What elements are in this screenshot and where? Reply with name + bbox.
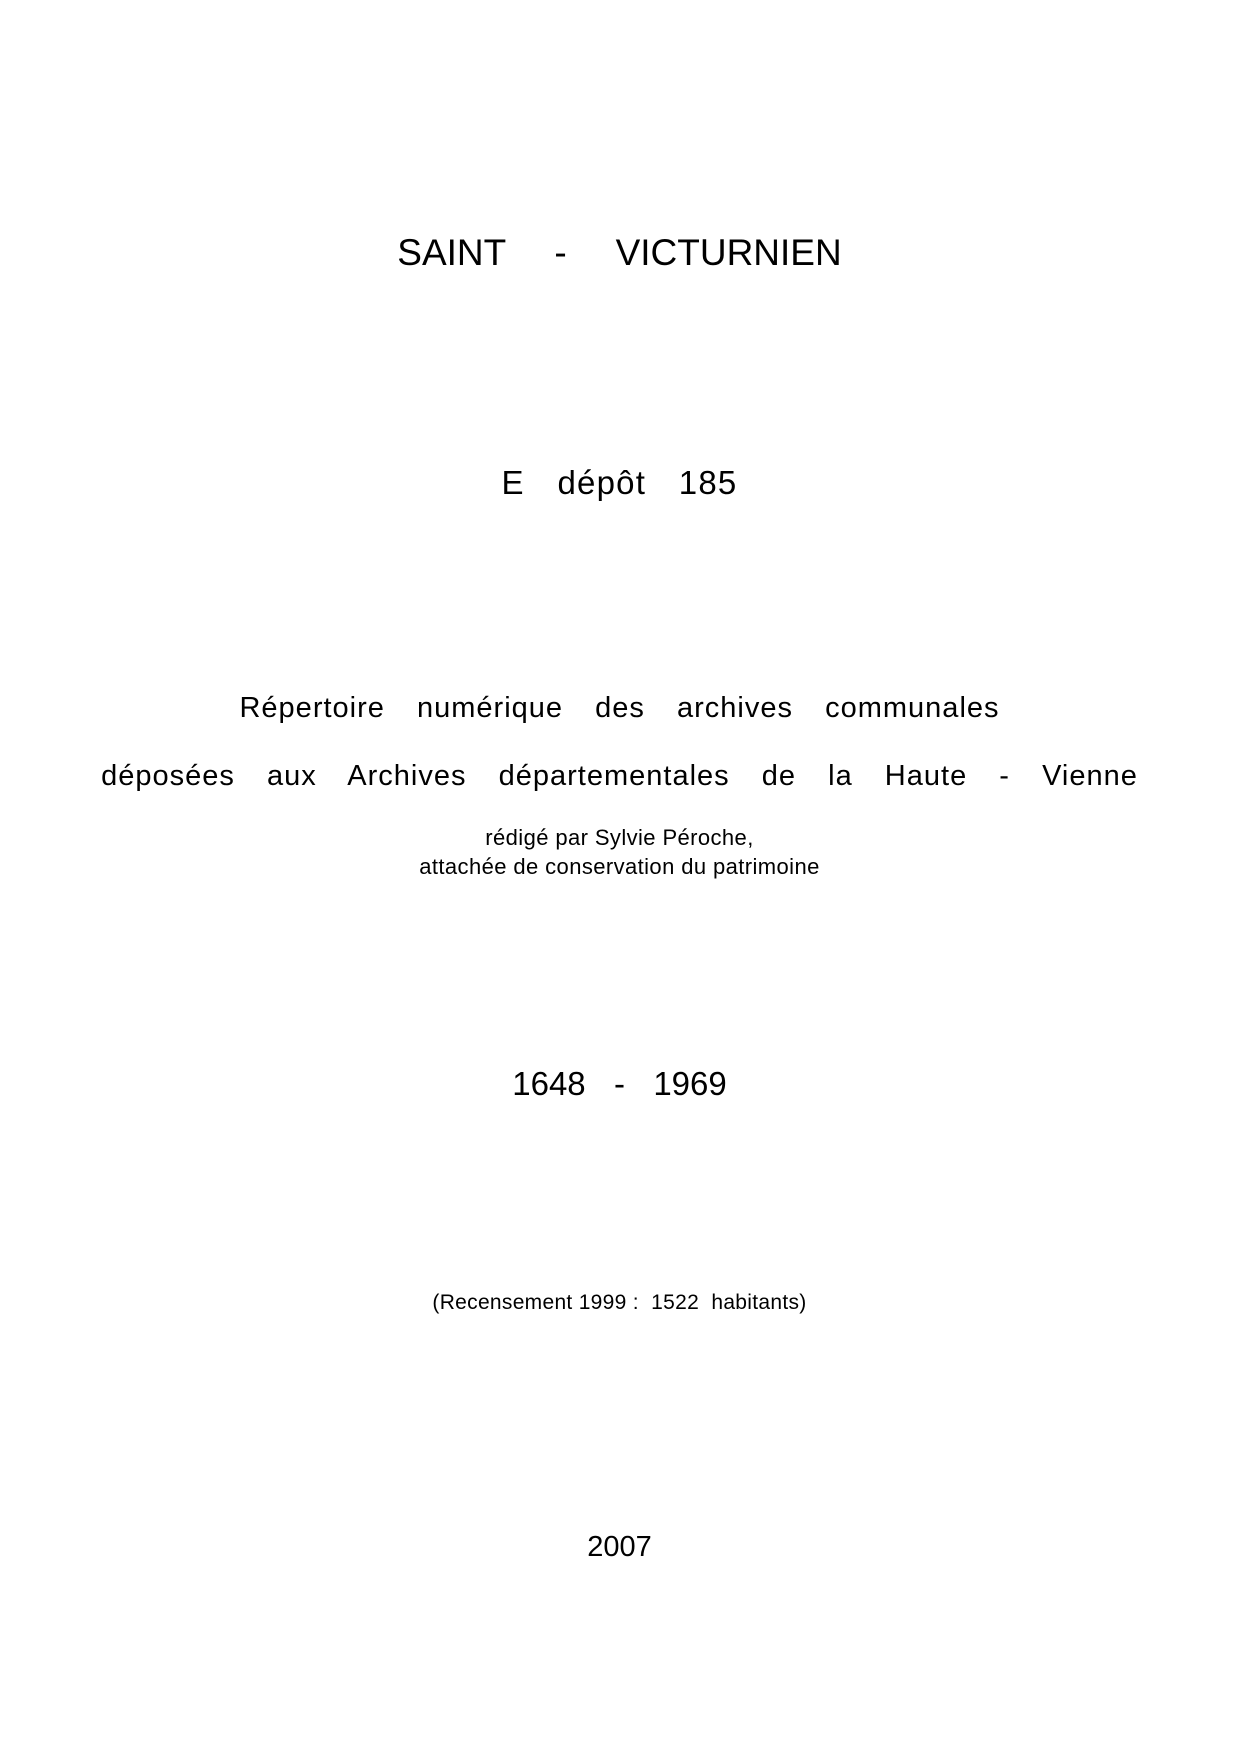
- document-title-line-2: déposées aux Archives départementales de la Haute - Vienne: [101, 760, 1138, 792]
- census-note: (Recensement 1999 : 1522 habitants): [432, 1291, 807, 1314]
- author-title-line: attachée de conservation du patrimoine: [419, 854, 820, 879]
- archive-reference: E dépôt 185: [501, 464, 738, 501]
- commune-name: SAINT - VICTURNIEN: [397, 232, 842, 273]
- document-title-line-1: Répertoire numérique des archives communales: [239, 692, 1000, 724]
- author-line: rédigé par Sylvie Péroche,: [485, 825, 754, 850]
- date-range: 1648 - 1969: [512, 1065, 727, 1102]
- publication-year: 2007: [587, 1531, 652, 1563]
